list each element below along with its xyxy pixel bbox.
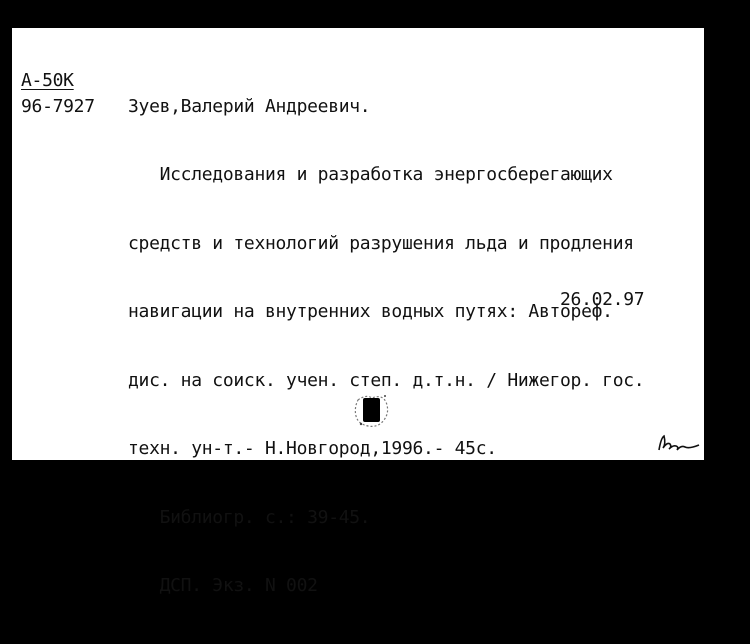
description-line: дис. на соиск. учен. степ. д.т.н. / Нижегор. гос. bbox=[128, 369, 645, 391]
description-line: техн. ун-т.- Н.Новгород,1996.- 45с. bbox=[128, 438, 497, 459]
card-date: 26.02.97 bbox=[560, 289, 645, 310]
handwritten-initials bbox=[657, 432, 705, 454]
punch-hole bbox=[363, 398, 380, 422]
accession-number: 96-7927 bbox=[21, 96, 95, 117]
description-line: средств и технологий разрушения льда и продления bbox=[128, 232, 634, 254]
author-heading: Зуев,Валерий Андреевич. bbox=[128, 96, 371, 117]
restriction-note: ДСП. Экз. N 002 bbox=[128, 575, 318, 596]
bibliographic-description bbox=[128, 120, 644, 644]
catalog-card bbox=[12, 28, 704, 596]
description-line: Исследования и разработка энергосберегающих bbox=[128, 164, 613, 185]
description-line: навигации на внутренних водных путях: Автореф. bbox=[128, 301, 613, 322]
shelf-mark: А-50К bbox=[21, 70, 74, 91]
bibliography-note: Библиогр. с.: 39-45. bbox=[128, 506, 371, 528]
